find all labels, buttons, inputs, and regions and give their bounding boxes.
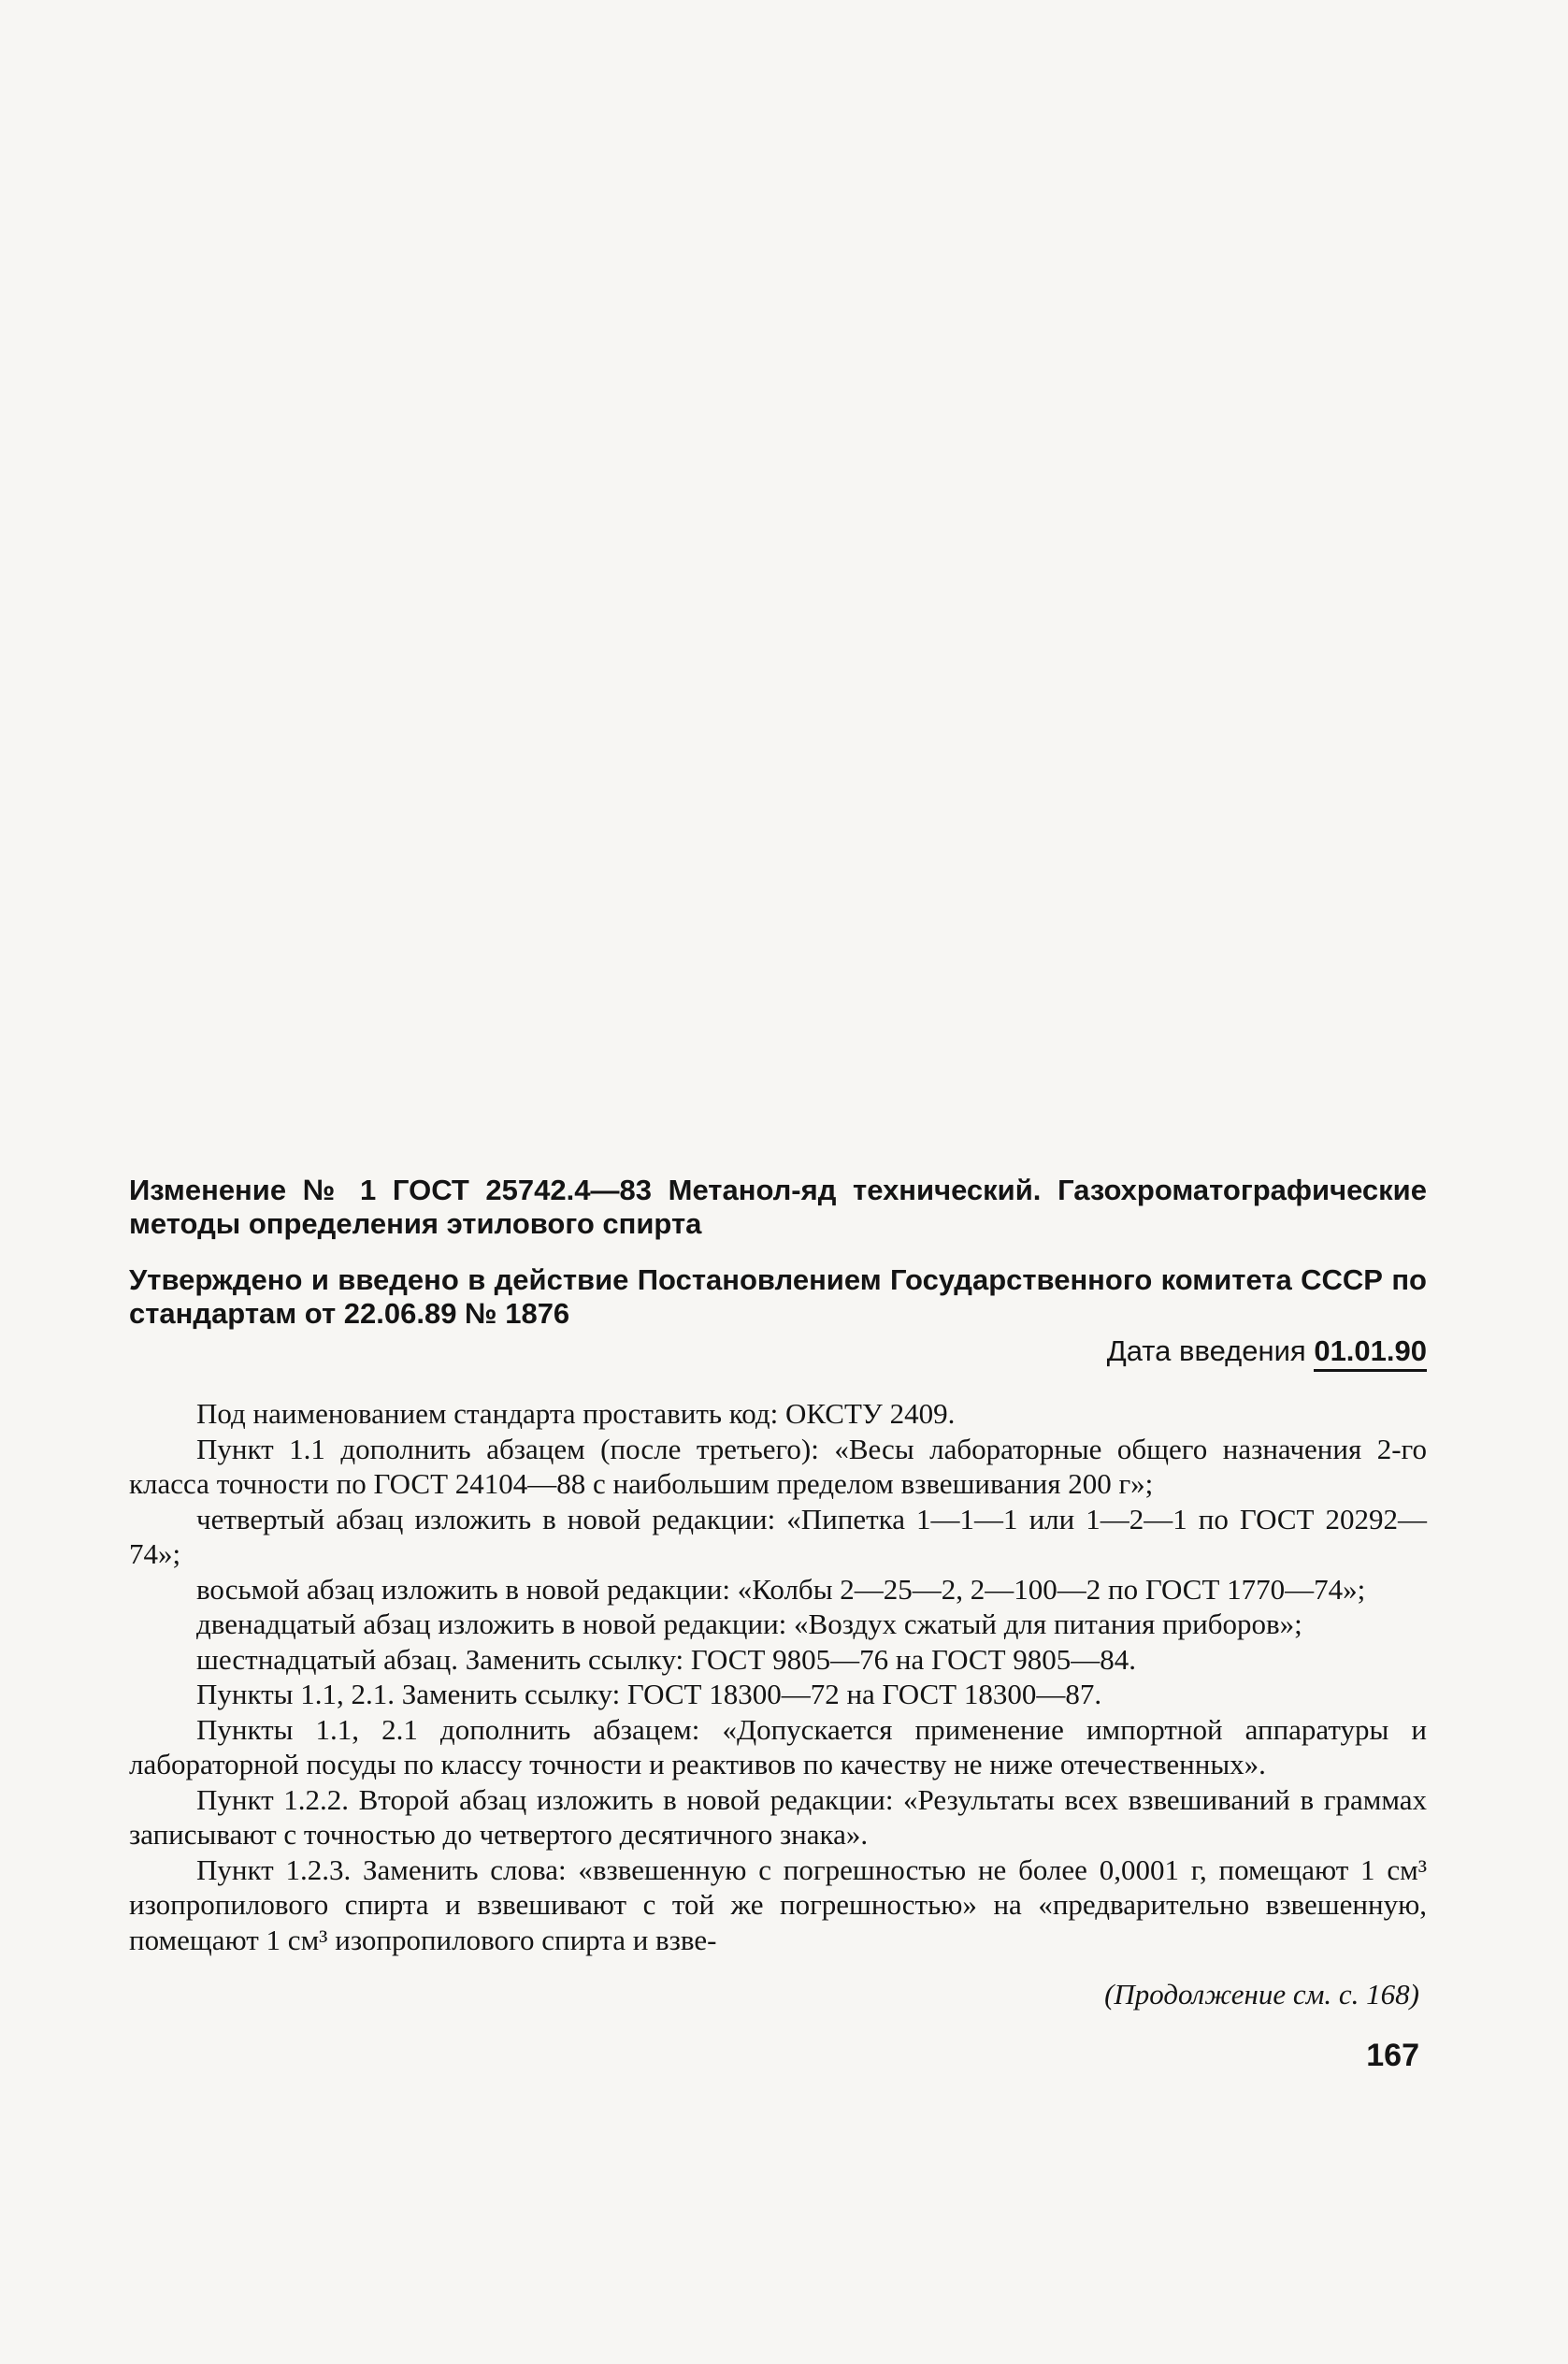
page-number: 167 [1366,2038,1419,2073]
paragraph: Пункты 1.1, 2.1. Заменить ссылку: ГОСТ 18300—72 на ГОСТ 18300—87. [196,1678,1102,1710]
approval-statement: Утверждено и введено в действие Постановлением Государственного комитета СССР по стандартам от 22.06.89 № 1876 [129,1263,1427,1330]
paragraph: Пункты 1.1, 2.1 дополнить абзацем: «Допускается применение импортной аппаратуры и лабораторной посуды по классу точности и реактивов по качеству не ниже отечественных». [129,1712,1427,1780]
paragraph: восьмой абзац изложить в новой редакции: «Колбы 2—25—2, 2—100—2 по ГОСТ 1770—74»; [196,1572,1366,1606]
document-page [129,1174,1427,2074]
paragraph: Пункт 1.2.2. Второй абзац изложить в новой редакции: «Результаты всех взвешиваний в граммах записывают с точностью до четвертого десятичного знака». [129,1782,1427,1851]
effective-date-value: 01.01.90 [1314,1334,1427,1372]
paragraph: четвертый абзац изложить в новой редакции: «Пипетка 1—1—1 или 1—2—1 по ГОСТ 20292—74»; [129,1502,1427,1570]
continuation-note: (Продолжение см. с. 168) [1104,1978,1419,2011]
paragraph: Под наименованием стандарта проставить код: ОКСТУ 2409. [196,1397,956,1430]
paragraph: Пункт 1.1 дополнить абзацем (после третьего): «Весы лабораторные общего назначения 2-го класса точности по ГОСТ 24104—88 с наибольшим пределом взвешивания 200 г»; [129,1432,1427,1500]
paragraph: двенадцатый абзац изложить в новой редакции: «Воздух сжатый для питания приборов»; [196,1607,1302,1640]
document-title: Изменение № 1 ГОСТ 25742.4—83 Метанол-яд технический. Газохроматографические методы определения этилового спирта [129,1174,1427,1240]
effective-date-label: Дата введения [1106,1334,1306,1367]
amendment-body [129,1396,1427,1957]
paragraph: шестнадцатый абзац. Заменить ссылку: ГОСТ 9805—76 на ГОСТ 9805—84. [196,1642,1137,1676]
paragraph: Пункт 1.2.3. Заменить слова: «взвешенную с погрешностью не более 0,0001 г, помещают 1 см³ изопропилового спирта и взвешивают с той же погрешностью» на «предварительно взвешенную, помещают 1 см³ изопропилового спирта и взве- [129,1852,1427,1956]
effective-date-line [129,1334,1427,1368]
